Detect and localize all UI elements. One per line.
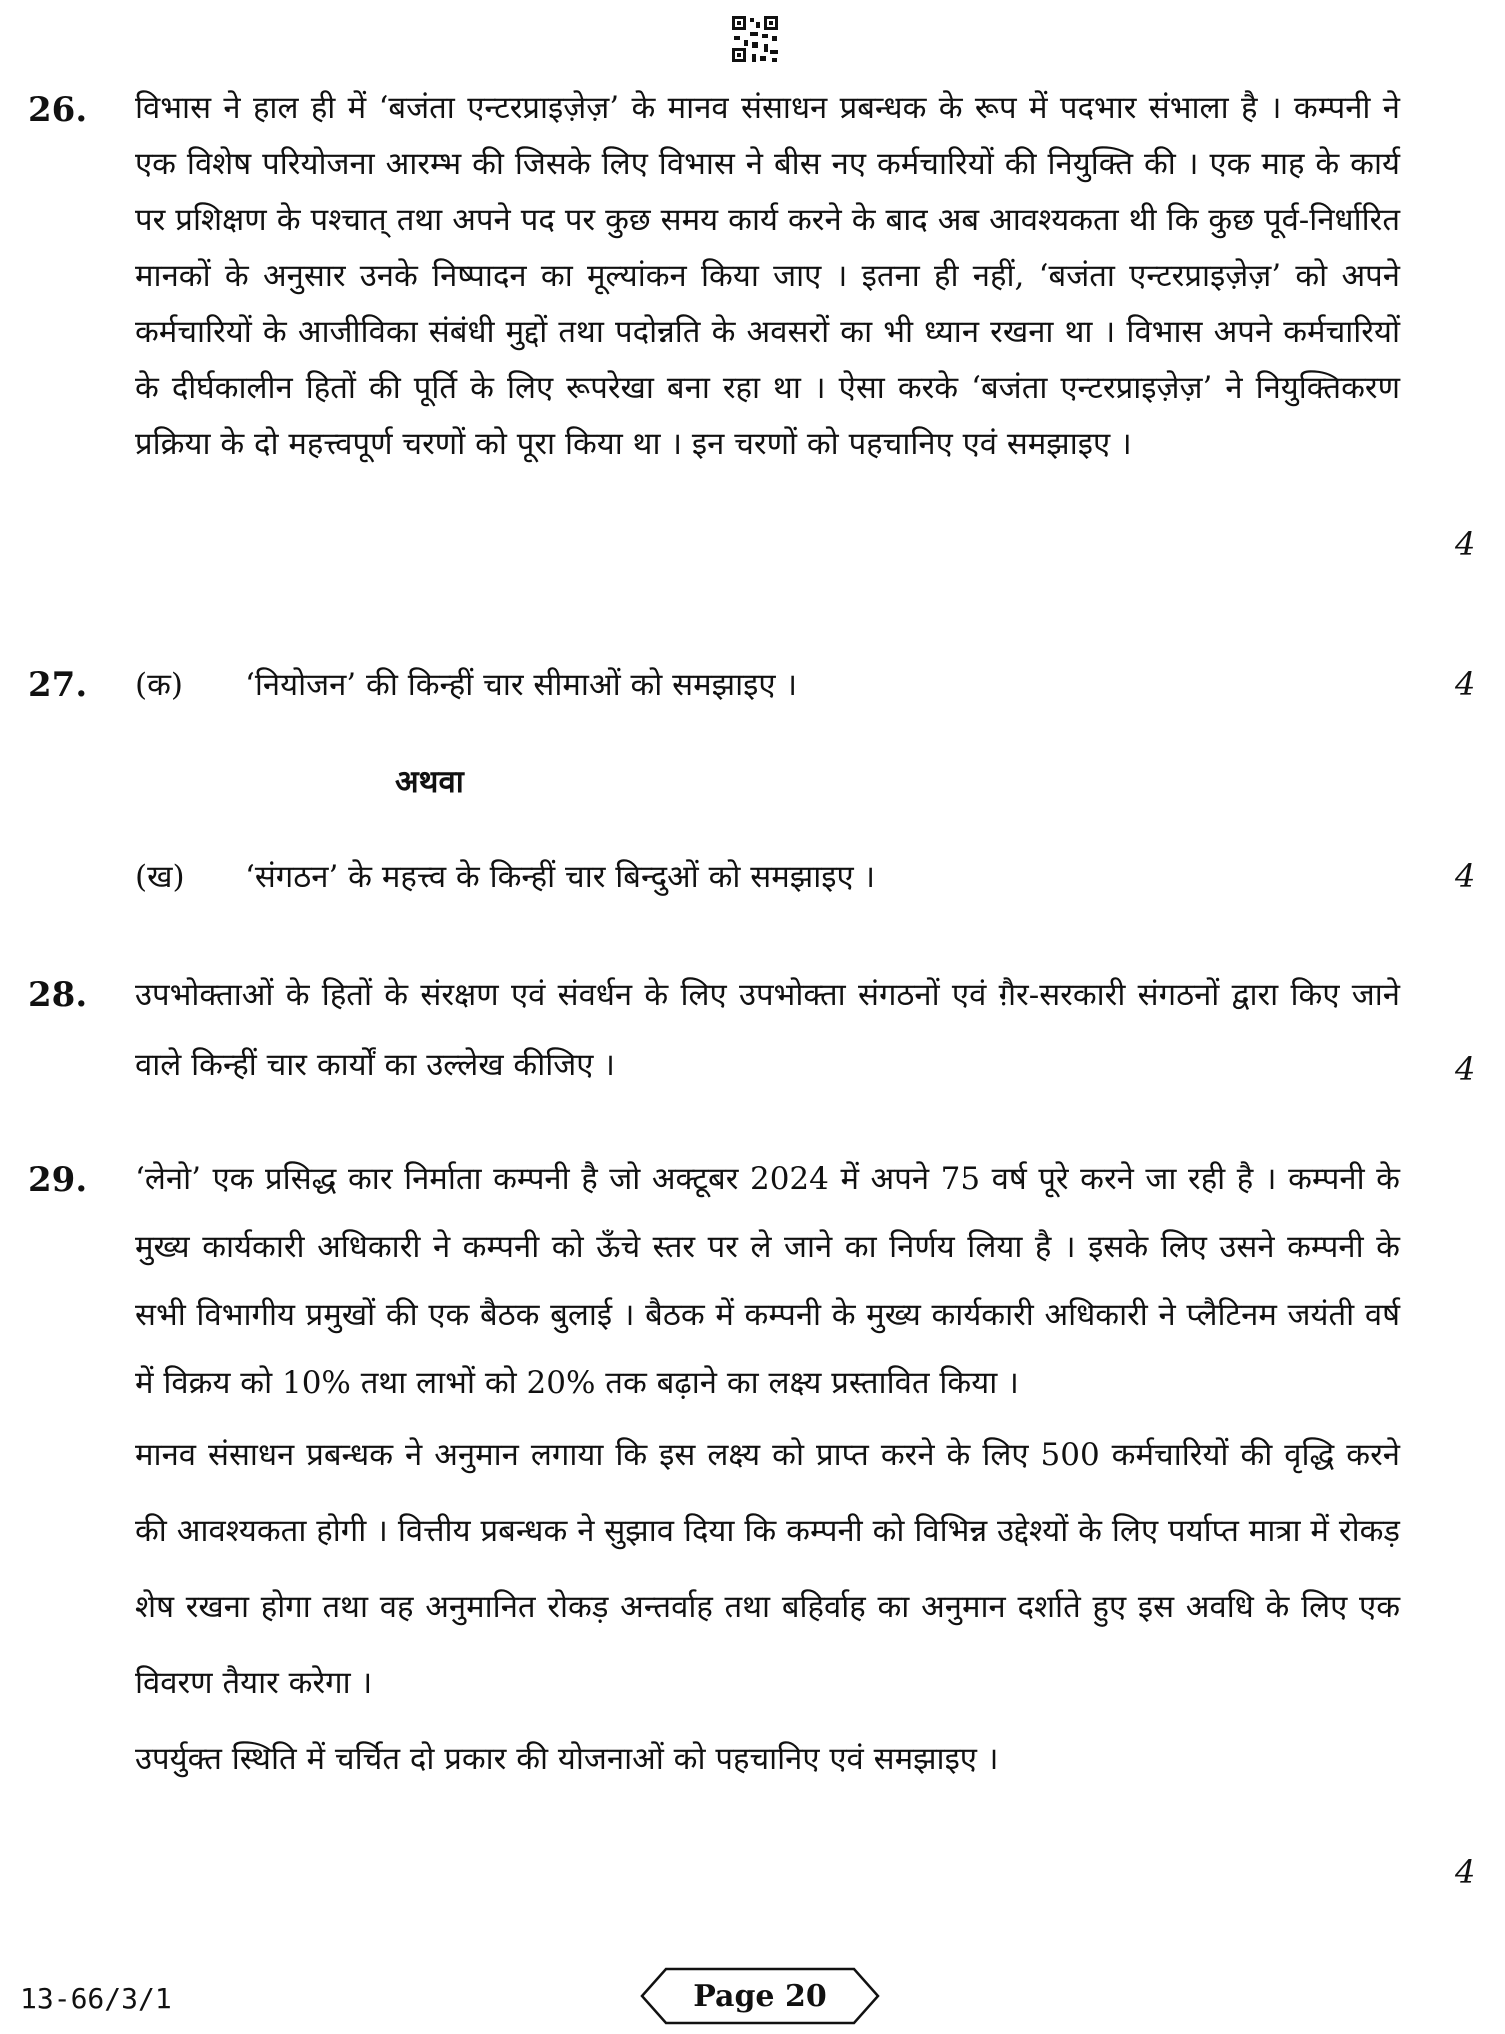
question-text: [135, 80, 1400, 472]
option-b-label: (ख): [135, 859, 185, 895]
question-number: 26.: [28, 90, 88, 130]
question-number: 28.: [28, 975, 88, 1015]
option-a-label: (क): [135, 667, 183, 703]
marks: 4: [1455, 665, 1476, 703]
option-b-text: ‘संगठन’ के महत्त्व के किन्हीं चार बिन्दुओं को समझाइए ।: [245, 859, 876, 895]
marks: 4: [1455, 857, 1476, 895]
qr-code-icon: [730, 14, 780, 64]
question-paragraph: उपभोक्ताओं के हितों के संरक्षण एवं संवर्धन के लिए उपभोक्ता संगठनों एवं ग़ैर-सरकारी संगठनों द्वारा किए जाने वाले किन्हीं चार कार्यों का उल्लेख कीजिए ।: [135, 977, 1400, 1083]
page-number: Page 20: [693, 1978, 827, 2014]
question-number: 29.: [28, 1160, 88, 1200]
question-paragraph-2: मानव संसाधन प्रबन्धक ने अनुमान लगाया कि इस लक्ष्य को प्राप्त करने के लिए 500 कर्मचारियों की वृद्धि करने की आवश्यकता होगी । वित्तीय प्रबन्धक ने सुझाव दिया कि कम्पनी को विभिन्न उद्देश्यों के लिए पर्याप्त मात्रा में रोकड़ शेष रखना होगा तथा वह अनुमानित रोकड़ अन्तर्वाह तथा बहिर्वाह का अनुमान दर्शाते हुए इस अवधि के लिए एक विवरण तैयार करेगा ।: [135, 1437, 1400, 1701]
question-paragraph-1: ‘लेनो’ एक प्रसिद्ध कार निर्माता कम्पनी है जो अक्टूबर 2024 में अपने 75 वर्ष पूरे करने जा रही है । कम्पनी के मुख्य कार्यकारी अधिकारी ने कम्पनी को ऊँचे स्तर पर ले जाने का निर्णय लिया है । इसके लिए उसने कम्पनी के सभी विभागीय प्रमुखों की एक बैठक बुलाई । बैठक में कम्पनी के मुख्य कार्यकारी अधिकारी ने प्लैटिनम जयंती वर्ष में विक्रय को 10% तथा लाभों को 20% तक बढ़ाने का लक्ष्य प्रस्तावित किया ।: [135, 1161, 1400, 1401]
question-text: [135, 1145, 1400, 1793]
question-paragraph: विभास ने हाल ही में ‘बजंता एन्टरप्राइज़ेज़’ के मानव संसाधन प्रबन्धक के रूप में पदभार संभाला है । कम्पनी ने एक विशेष परियोजना आरम्भ की जिसके लिए विभास ने बीस नए कर्मचारियों की नियुक्ति की । एक माह के कार्य पर प्रशिक्षण के पश्चात्‌ तथा अपने पद पर कुछ समय कार्य करने के बाद अब आवश्यकता थी कि कुछ पूर्व-निर्धारित मानकों के अनुसार उनके निष्पादन का मूल्यांकन किया जाए । इतना ही नहीं, ‘बजंता एन्टरप्राइज़ेज़’ को अपने कर्मचारियों के आजीविका संबंधी मुद्दों तथा पदोन्नति के अवसरों का भी ध्यान रखना था । विभास अपने कर्मचारियों के दीर्घकालीन हितों की पूर्ति के लिए रूपरेखा बना रहा था । ऐसा करके ‘बजंता एन्टरप्राइज़ेज़’ ने नियुक्तिकरण प्रक्रिया के दो महत्त्वपूर्ण चरणों को पूरा किया था । इन चरणों को पहचानिए एवं समझाइए ।: [135, 90, 1400, 462]
or-separator: अथवा: [395, 764, 464, 800]
page-number-badge: [640, 1966, 880, 2026]
question-number: 27.: [28, 665, 88, 705]
marks: 4: [1455, 1853, 1476, 1891]
option-a-text: ‘नियोजन’ की किन्हीं चार सीमाओं को समझाइए ।: [245, 667, 798, 703]
marks: 4: [1455, 1050, 1476, 1088]
question-paragraph-3: उपर्युक्त स्थिति में चर्चित दो प्रकार की योजनाओं को पहचानिए एवं समझाइए ।: [135, 1741, 999, 1777]
question-text: [135, 960, 1400, 1100]
marks: 4: [1455, 525, 1476, 563]
paper-code: 13-66/3/1: [20, 1982, 172, 2015]
